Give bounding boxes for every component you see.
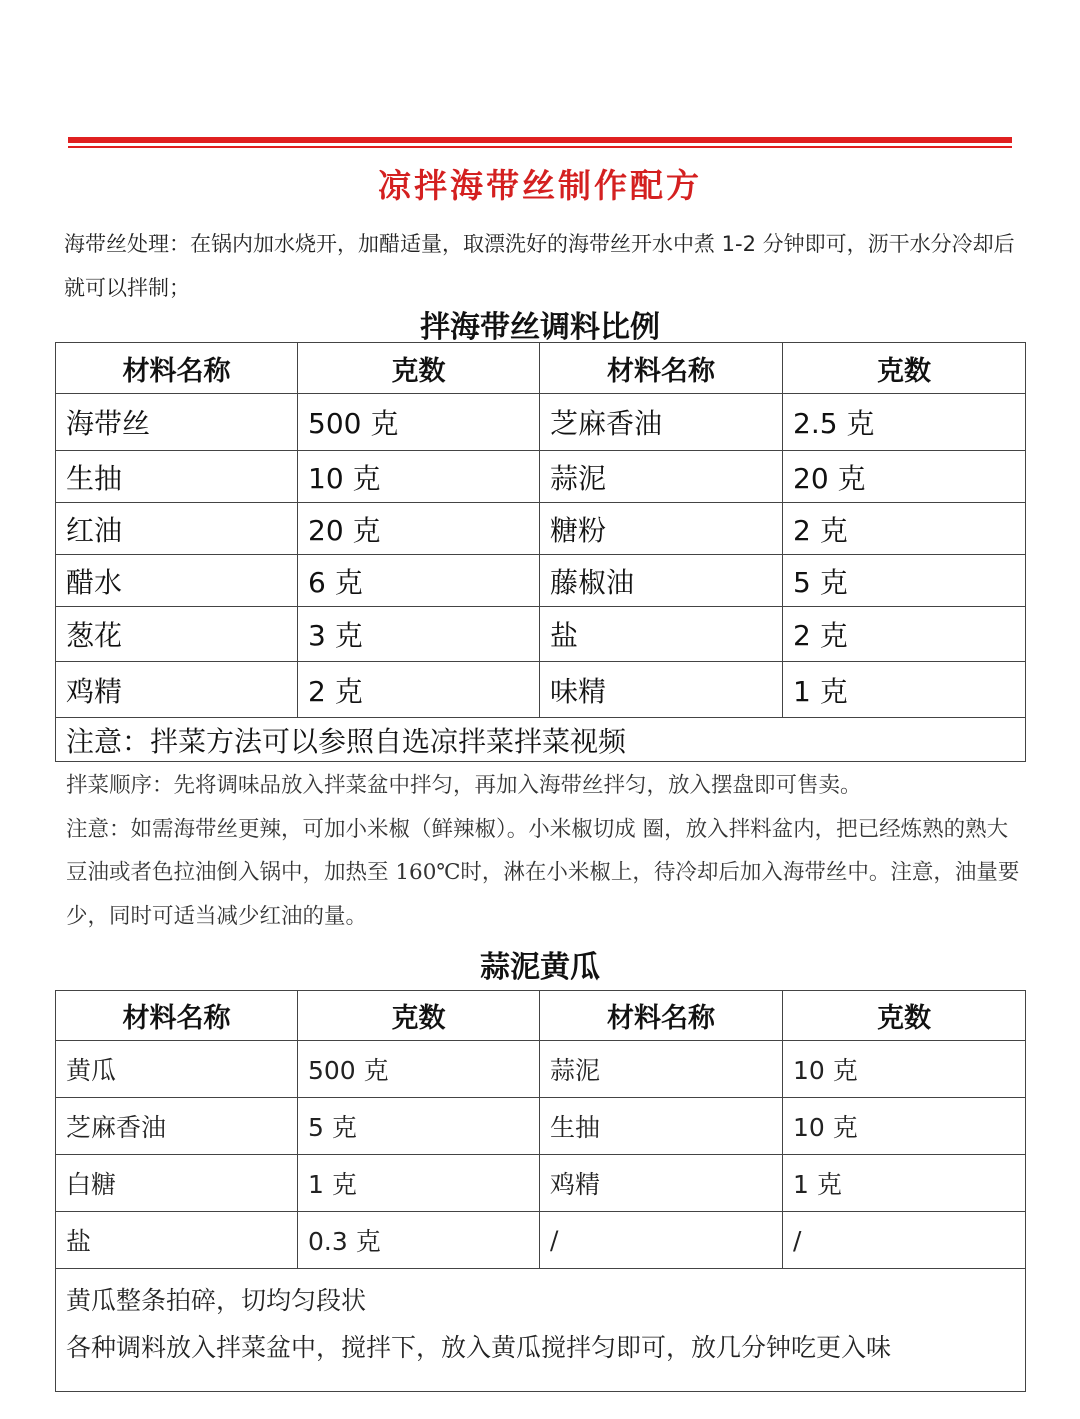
cell-grams: 1 克 <box>783 662 1026 718</box>
table-row <box>56 1041 1026 1098</box>
cell-grams: 2 克 <box>783 607 1026 662</box>
step-spicy-note: 注意：如需海带丝更辣，可加小米椒（鲜辣椒）。小米椒切成 圈，放入拌料盆内，把已经炼熟的熟大豆油或者色拉油倒入锅中，加热至 160℃时，淋在小米椒上，待冷却后加入海带丝中。注意，油量要少，同时可适当减少红油的量。 <box>66 816 1020 929</box>
cell-ingredient: 糖粉 <box>540 503 783 555</box>
title-rule-thin <box>68 146 1012 148</box>
step-order: 拌菜顺序：先将调味品放入拌菜盆中拌匀，再加入海带丝拌匀，放入摆盘即可售卖。 <box>66 773 862 798</box>
cell-grams: / <box>783 1212 1026 1269</box>
cell-grams: 500 克 <box>298 394 540 451</box>
table-row <box>56 394 1026 451</box>
table-row <box>56 451 1026 503</box>
header-grams: 克数 <box>298 991 540 1041</box>
cell-grams: 1 克 <box>298 1155 540 1212</box>
header-name: 材料名称 <box>56 991 298 1041</box>
cell-grams: 10 克 <box>298 451 540 503</box>
cell-ingredient: 芝麻香油 <box>56 1098 298 1155</box>
table-row <box>56 1212 1026 1269</box>
table-row <box>56 1098 1026 1155</box>
cucumber-seasoning-table <box>55 990 1026 1392</box>
cell-ingredient: 生抽 <box>56 451 298 503</box>
table-row <box>56 607 1026 662</box>
cell-ingredient: 盐 <box>56 1212 298 1269</box>
table-note-row <box>56 718 1026 762</box>
cell-ingredient: 黄瓜 <box>56 1041 298 1098</box>
note-line: 各种调料放入拌菜盆中，搅拌下，放入黄瓜搅拌匀即可，放几分钟吃更入味 <box>66 1333 892 1362</box>
cell-grams: 2 克 <box>783 503 1026 555</box>
cell-grams: 5 克 <box>298 1098 540 1155</box>
table-row <box>56 1155 1026 1212</box>
page-title: 凉拌海带丝制作配方 <box>378 166 702 205</box>
table-note-row <box>56 1269 1026 1392</box>
cell-grams: 3 克 <box>298 607 540 662</box>
header-name: 材料名称 <box>540 991 783 1041</box>
cell-grams: 20 克 <box>298 503 540 555</box>
header-grams: 克数 <box>298 343 540 394</box>
title-rule-thick <box>68 137 1012 143</box>
cell-ingredient: / <box>540 1212 783 1269</box>
header-grams: 克数 <box>783 991 1026 1041</box>
cell-ingredient: 味精 <box>540 662 783 718</box>
cell-ingredient: 盐 <box>540 607 783 662</box>
header-name: 材料名称 <box>56 343 298 394</box>
cell-grams: 0.3 克 <box>298 1212 540 1269</box>
cell-ingredient: 鸡精 <box>56 662 298 718</box>
table1-title: 拌海带丝调料比例 <box>420 310 660 345</box>
table-notes <box>56 1269 1026 1392</box>
table-row <box>56 662 1026 718</box>
cell-grams: 6 克 <box>298 555 540 607</box>
cell-ingredient: 鸡精 <box>540 1155 783 1212</box>
cell-ingredient: 醋水 <box>56 555 298 607</box>
table-note: 注意：拌菜方法可以参照自选凉拌菜拌菜视频 <box>56 718 1026 762</box>
table-header-row <box>56 991 1026 1041</box>
table-row <box>56 503 1026 555</box>
note-line: 黄瓜整条拍碎，切均匀段状 <box>66 1286 367 1315</box>
cell-grams: 10 克 <box>783 1041 1026 1098</box>
intro-paragraph: 海带丝处理：在锅内加水烧开，加醋适量，取漂洗好的海带丝开水中煮 1-2 分钟即可，沥干水分冷却后就可以拌制； <box>64 232 1015 300</box>
cell-ingredient: 白糖 <box>56 1155 298 1212</box>
header-name: 材料名称 <box>540 343 783 394</box>
seaweed-seasoning-table <box>55 342 1026 762</box>
cell-ingredient: 蒜泥 <box>540 451 783 503</box>
table2-title: 蒜泥黄瓜 <box>480 950 600 985</box>
mixing-instructions <box>66 764 1026 938</box>
cell-grams: 1 克 <box>783 1155 1026 1212</box>
table-header-row <box>56 343 1026 394</box>
cell-ingredient: 葱花 <box>56 607 298 662</box>
header-grams: 克数 <box>783 343 1026 394</box>
cell-ingredient: 蒜泥 <box>540 1041 783 1098</box>
cell-ingredient: 生抽 <box>540 1098 783 1155</box>
table-row <box>56 555 1026 607</box>
cell-grams: 500 克 <box>298 1041 540 1098</box>
cell-ingredient: 藤椒油 <box>540 555 783 607</box>
cell-grams: 5 克 <box>783 555 1026 607</box>
cell-grams: 2 克 <box>298 662 540 718</box>
cell-ingredient: 芝麻香油 <box>540 394 783 451</box>
cell-grams: 20 克 <box>783 451 1026 503</box>
cell-grams: 10 克 <box>783 1098 1026 1155</box>
cell-ingredient: 红油 <box>56 503 298 555</box>
cell-ingredient: 海带丝 <box>56 394 298 451</box>
cell-grams: 2.5 克 <box>783 394 1026 451</box>
